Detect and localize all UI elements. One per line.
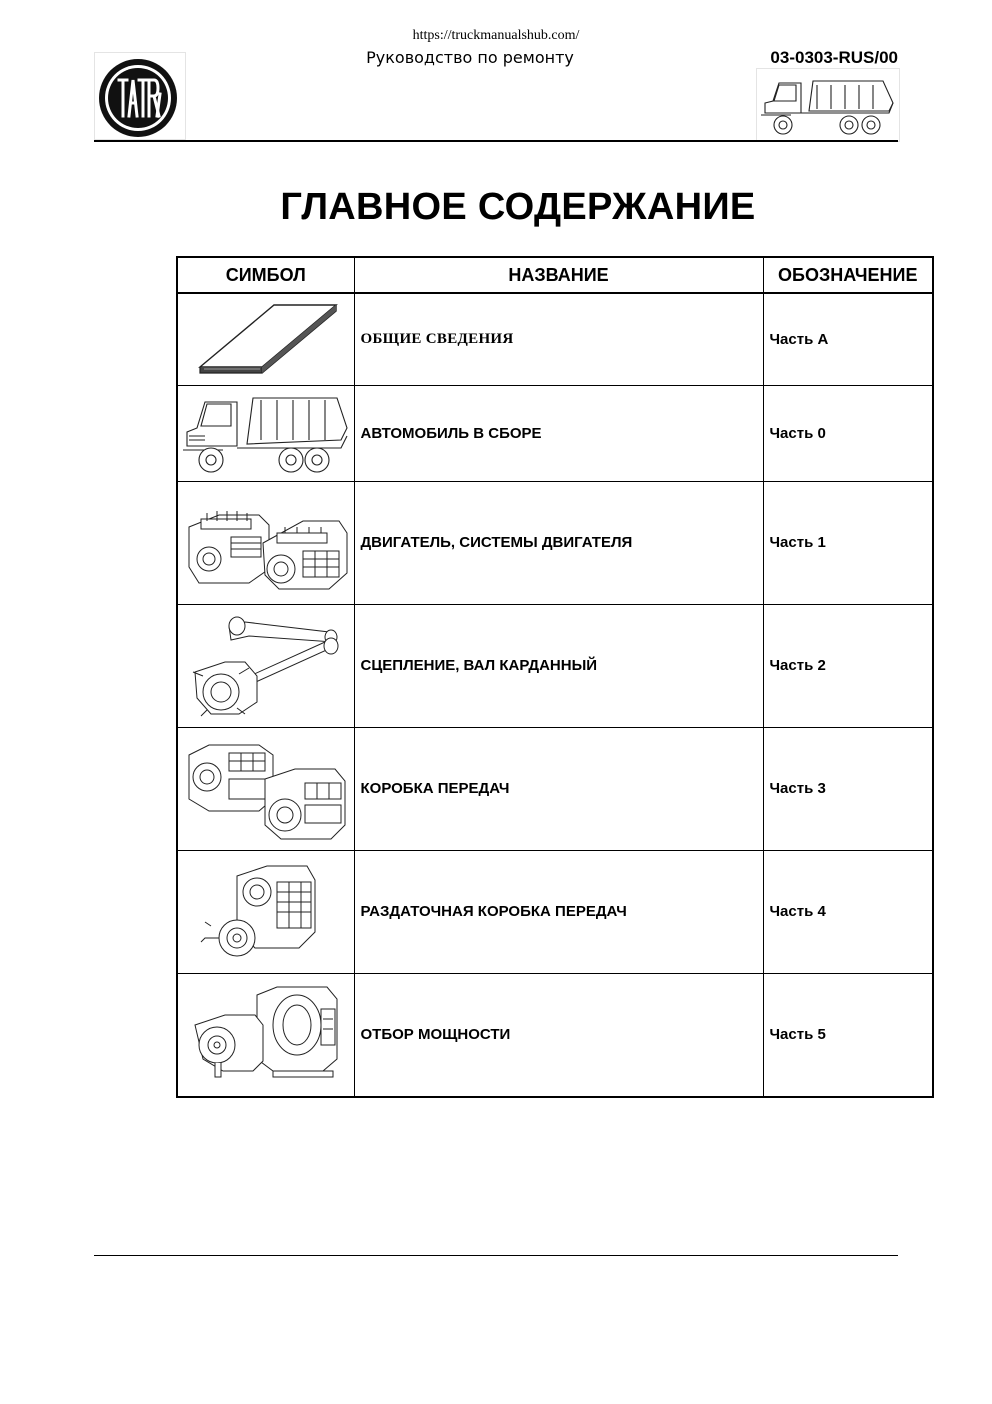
symbol-cell <box>177 727 354 850</box>
table-row <box>177 727 933 850</box>
table-row <box>177 385 933 481</box>
section-name: СЦЕПЛЕНИЕ, ВАЛ КАРДАННЫЙ <box>354 604 763 727</box>
section-name: ДВИГАТЕЛЬ, СИСТЕМЫ ДВИГАТЕЛЯ <box>354 481 763 604</box>
section-name: ОТБОР МОЩНОСТИ <box>354 973 763 1097</box>
gearbox-icon <box>181 733 351 845</box>
dump-truck-icon <box>181 388 351 478</box>
section-designation: Часть 4 <box>763 850 933 973</box>
table-row <box>177 293 933 385</box>
power-takeoff-icon <box>181 979 351 1091</box>
section-designation: Часть 1 <box>763 481 933 604</box>
tatra-logo-icon <box>95 53 185 139</box>
section-designation: Часть 5 <box>763 973 933 1097</box>
source-url: https://truckmanualshub.com/ <box>412 28 580 43</box>
symbol-cell <box>177 293 354 385</box>
section-designation: Часть 2 <box>763 604 933 727</box>
tatra-logo <box>94 52 186 140</box>
symbol-cell <box>177 481 354 604</box>
table-header-row <box>177 257 933 293</box>
header-divider <box>94 140 898 142</box>
section-name: ОБЩИЕ СВЕДЕНИЯ <box>354 293 763 385</box>
column-header-name: НАЗВАНИЕ <box>354 257 763 293</box>
symbol-cell <box>177 385 354 481</box>
table-row <box>177 604 933 727</box>
symbol-cell <box>177 604 354 727</box>
column-header-symbol: СИМБОЛ <box>177 257 354 293</box>
manual-title: Руководство по ремонту <box>366 48 574 67</box>
clutch-driveshaft-icon <box>181 610 351 722</box>
table-row <box>177 481 933 604</box>
contents-table <box>176 256 934 1098</box>
section-name: РАЗДАТОЧНАЯ КОРОБКА ПЕРЕДАЧ <box>354 850 763 973</box>
symbol-cell <box>177 850 354 973</box>
section-name: АВТОМОБИЛЬ В СБОРЕ <box>354 385 763 481</box>
section-designation: Часть 0 <box>763 385 933 481</box>
page-title: ГЛАВНОЕ СОДЕРЖАНИЕ <box>280 186 756 228</box>
header-truck-image <box>756 68 900 142</box>
section-designation: Часть A <box>763 293 933 385</box>
transfer-case-icon <box>181 856 351 968</box>
section-name: КОРОБКА ПЕРЕДАЧ <box>354 727 763 850</box>
engine-icon <box>181 487 351 599</box>
section-designation: Часть 3 <box>763 727 933 850</box>
column-header-designation: ОБОЗНАЧЕНИЕ <box>763 257 933 293</box>
document-code: 03-0303-RUS/00 <box>770 48 898 67</box>
table-row <box>177 973 933 1097</box>
dump-truck-icon <box>757 69 899 141</box>
footer-divider <box>94 1255 898 1256</box>
book-icon <box>186 297 346 381</box>
table-row <box>177 850 933 973</box>
symbol-cell <box>177 973 354 1097</box>
